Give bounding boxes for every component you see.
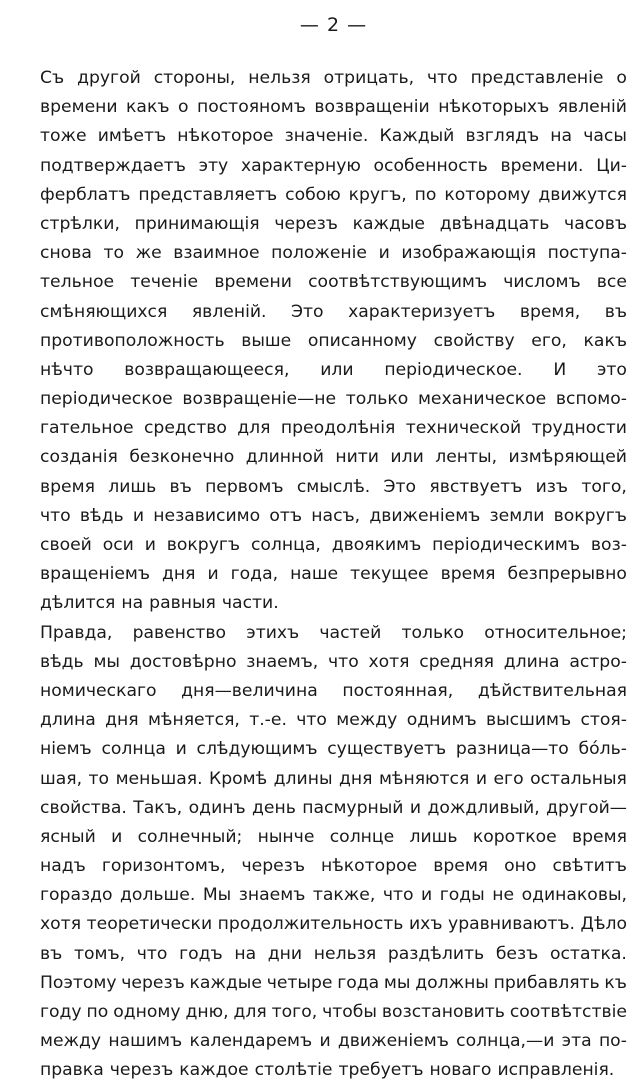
text-line: номическаго дня—величина постоянная, дѣйствительная bbox=[40, 680, 627, 701]
text-line: правка черезъ каждое столѣтіе требуетъ новаго исправленія. bbox=[40, 1060, 615, 1081]
text-line: своей оси и вокругъ солнца, двоякимъ періодическимъ воз- bbox=[40, 535, 627, 555]
text-line: надъ горизонтомъ, черезъ нѣкоторое время оно свѣтитъ bbox=[40, 856, 627, 877]
text-line: Поэтому черезъ каждые четыре года мы должны прибавлять къ bbox=[40, 972, 627, 993]
text-line: время лишь въ первомъ смыслѣ. Это явствуетъ изъ того, bbox=[40, 476, 627, 497]
text-line: Правда, равенство этихъ частей только относительное; bbox=[40, 622, 627, 643]
text-line: времени какъ о постояномъ возвращеніи нѣкоторыхъ явленій bbox=[40, 97, 627, 118]
text-line: что вѣдь и независимо отъ насъ, движеніемъ земли вокругъ bbox=[40, 505, 627, 526]
text-line: ясный и солнечный; нынче солнце лишь короткое время bbox=[40, 826, 627, 847]
text-line: въ томъ, что годъ на дни нельзя раздѣлить безъ остатка. bbox=[40, 943, 627, 964]
text-line: шая, то меньшая. Кромѣ длины дня мѣняются и его остальныя bbox=[40, 768, 627, 789]
text-line: вѣдь мы достовѣрно знаемъ, что хотя средняя длина астро- bbox=[40, 651, 627, 672]
text-line: противоположность выше описанному свойству его, какъ bbox=[40, 330, 627, 351]
text-line: между нашимъ календаремъ и движеніемъ солнца,—и эта по- bbox=[40, 1031, 627, 1052]
text-line: Съ другой стороны, нельзя отрицать, что представленіе о bbox=[40, 68, 627, 88]
text-line: созданія безконечно длинной нити или ленты, измѣряющей bbox=[40, 447, 627, 468]
text-line: тоже имѣетъ нѣкоторое значеніе. Каждый взглядъ на часы bbox=[40, 126, 627, 147]
text-line: подтверждаетъ эту характерную особенность времени. Ци- bbox=[40, 155, 627, 176]
paragraph bbox=[40, 64, 627, 619]
text-line: длина дня мѣняется, т.-е. что между однимъ высшимъ стоя- bbox=[40, 710, 627, 731]
text-line: ферблатъ представляетъ собою кругъ, по которому движутся bbox=[40, 184, 627, 205]
body-text bbox=[40, 64, 627, 1086]
text-line: дѣлится на равныя части. bbox=[40, 593, 279, 614]
text-line: гораздо дольше. Мы знаемъ также, что и годы не одинаковы, bbox=[40, 885, 627, 906]
text-line: нѣчто возвращающееся, или періодическое. И это bbox=[40, 359, 627, 380]
text-line: хотя теоретически продолжительность ихъ уравниваютъ. Дѣло bbox=[40, 914, 627, 935]
page-number: — 2 — bbox=[299, 14, 368, 36]
text-line: смѣняющихся явленій. Это характеризуетъ время, въ bbox=[40, 301, 627, 322]
text-line: году по одному дню, для того, чтобы возстановить соотвѣтствіе bbox=[40, 1002, 627, 1022]
text-line: гательное средство для преодолѣнія технической трудности bbox=[40, 418, 627, 439]
text-line: свойства. Такъ, одинъ день пасмурный и дождливый, другой— bbox=[40, 797, 627, 818]
text-line: тельное теченіе времени соотвѣтствующимъ числомъ все bbox=[40, 272, 627, 293]
text-line: вращеніемъ дня и года, наше текущее время безпрерывно bbox=[40, 564, 627, 585]
text-line: періодическое возвращеніе—не только механическое вспомо- bbox=[40, 389, 627, 410]
text-line: ніемъ солнца и слѣдующимъ существуетъ разница—то бóль- bbox=[40, 739, 627, 760]
text-line: снова то же взаимное положеніе и изображающія поступа- bbox=[40, 243, 627, 264]
paragraph bbox=[40, 619, 627, 1086]
text-line: стрѣлки, принимающія черезъ каждые двѣнадцать часовъ bbox=[40, 213, 627, 234]
